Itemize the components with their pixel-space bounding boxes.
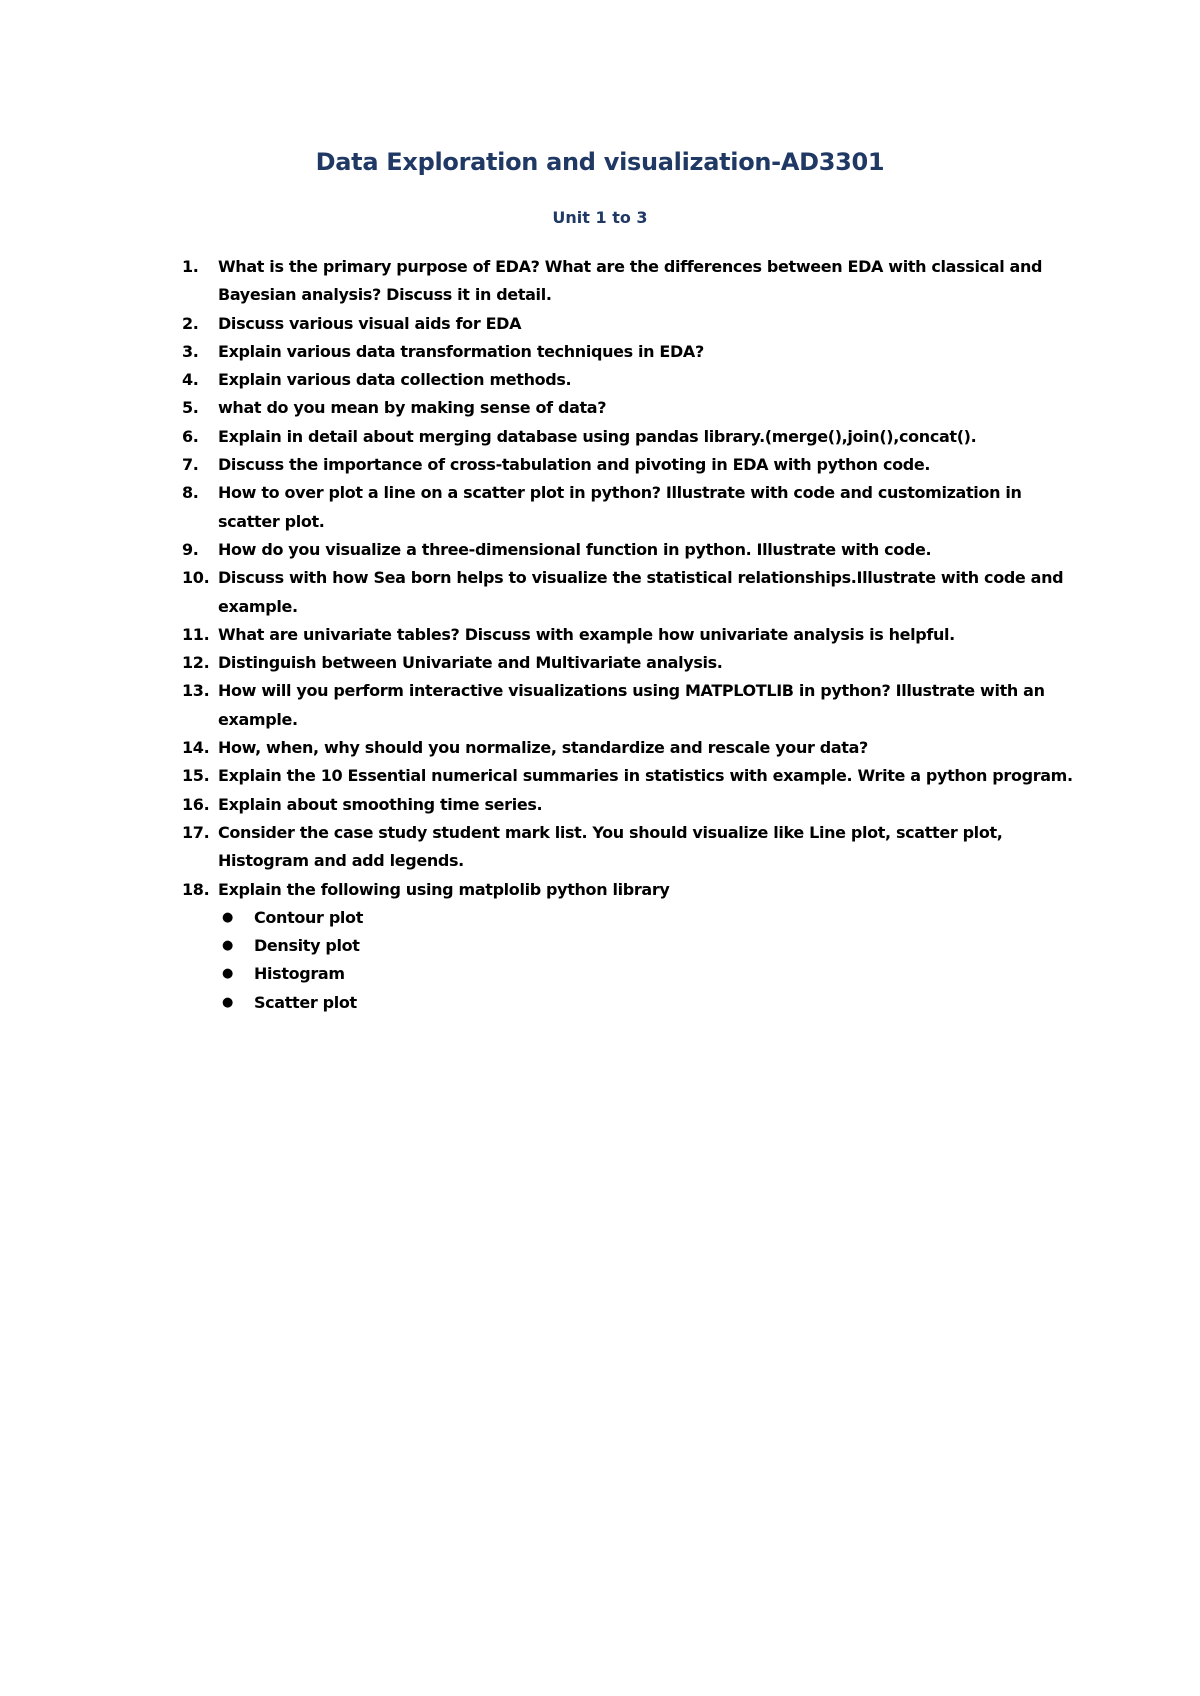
plot-type-label: Density plot [254, 936, 360, 956]
question-text: How to over plot a line on a scatter plot in python? Illustrate with code and customization in scatter plot. [218, 483, 1022, 531]
question-number: 3. [182, 341, 199, 361]
question-item [182, 876, 1082, 1017]
question-item [182, 791, 1082, 819]
bullet-icon: ● [222, 994, 233, 1010]
question-item [182, 762, 1082, 790]
question-number: 16. [182, 794, 210, 814]
question-number: 2. [182, 313, 199, 333]
plot-type-item [218, 960, 1082, 988]
question-item [182, 677, 1082, 734]
question-text: How do you visualize a three-dimensional function in python. Illustrate with code. [218, 539, 932, 559]
question-item [182, 253, 1082, 310]
plot-type-label: Scatter plot [254, 992, 357, 1012]
question-item [182, 451, 1082, 479]
question-item [182, 310, 1082, 338]
bullet-icon: ● [222, 909, 233, 925]
question-number: 7. [182, 455, 199, 475]
question-item [182, 338, 1082, 366]
question-text: Explain various data collection methods. [218, 370, 572, 390]
bullet-icon: ● [222, 966, 233, 982]
question-item [182, 394, 1082, 422]
question-item [182, 819, 1082, 876]
question-text: what do you mean by making sense of data? [218, 398, 607, 418]
question-number: 17. [182, 822, 210, 842]
document-subtitle: Unit 1 to 3 [552, 208, 648, 227]
plot-type-label: Contour plot [254, 907, 363, 927]
question-number: 15. [182, 766, 210, 786]
question-text: What is the primary purpose of EDA? What are the differences between EDA with classical and Bayesian analysis? Discuss it in detail. [218, 257, 1043, 305]
question-number: 12. [182, 653, 210, 673]
question-number: 13. [182, 681, 210, 701]
question-number: 4. [182, 370, 199, 390]
question-number: 18. [182, 879, 210, 899]
plot-type-list [218, 904, 1082, 1017]
question-list [182, 253, 1082, 1017]
plot-type-item [218, 932, 1082, 960]
question-number: 9. [182, 539, 199, 559]
question-item [182, 734, 1082, 762]
plot-type-label: Histogram [254, 964, 345, 984]
question-text: Explain about smoothing time series. [218, 794, 543, 814]
question-text: Explain in detail about merging database using pandas library.(merge(),join(),concat(). [218, 426, 977, 446]
question-text: How will you perform interactive visualizations using MATPLOTLIB in python? Illustrate with an example. [218, 681, 1045, 729]
question-text: Explain various data transformation techniques in EDA? [218, 341, 704, 361]
question-item [182, 564, 1082, 621]
question-number: 5. [182, 398, 199, 418]
question-number: 6. [182, 426, 199, 446]
plot-type-item [218, 904, 1082, 932]
question-text: Discuss with how Sea born helps to visualize the statistical relationships.Illustrate with code and example. [218, 568, 1064, 616]
question-text: What are univariate tables? Discuss with example how univariate analysis is helpful. [218, 624, 955, 644]
question-item [182, 536, 1082, 564]
question-item [182, 621, 1082, 649]
question-text: Distinguish between Univariate and Multivariate analysis. [218, 653, 723, 673]
question-number: 14. [182, 738, 210, 758]
question-item [182, 479, 1082, 536]
question-text: Explain the 10 Essential numerical summaries in statistics with example. Write a python program. [218, 766, 1073, 786]
question-number: 8. [182, 483, 199, 503]
question-text: How, when, why should you normalize, standardize and rescale your data? [218, 738, 868, 758]
question-text: Consider the case study student mark list. You should visualize like Line plot, scatter plot, Histogram and add legends. [218, 822, 1003, 871]
question-text: Discuss various visual aids for EDA [218, 313, 522, 333]
question-item [182, 423, 1082, 451]
plot-type-item [218, 989, 1082, 1017]
question-item [182, 649, 1082, 677]
question-item [182, 366, 1082, 394]
question-number: 11. [182, 624, 210, 644]
question-number: 10. [182, 568, 210, 588]
bullet-icon: ● [222, 938, 233, 954]
question-text: Explain the following using matplolib python library [218, 879, 670, 899]
question-text: Discuss the importance of cross-tabulation and pivoting in EDA with python code. [218, 455, 931, 475]
document-title: Data Exploration and visualization-AD3301 [315, 148, 885, 176]
question-number: 1. [182, 257, 199, 276]
